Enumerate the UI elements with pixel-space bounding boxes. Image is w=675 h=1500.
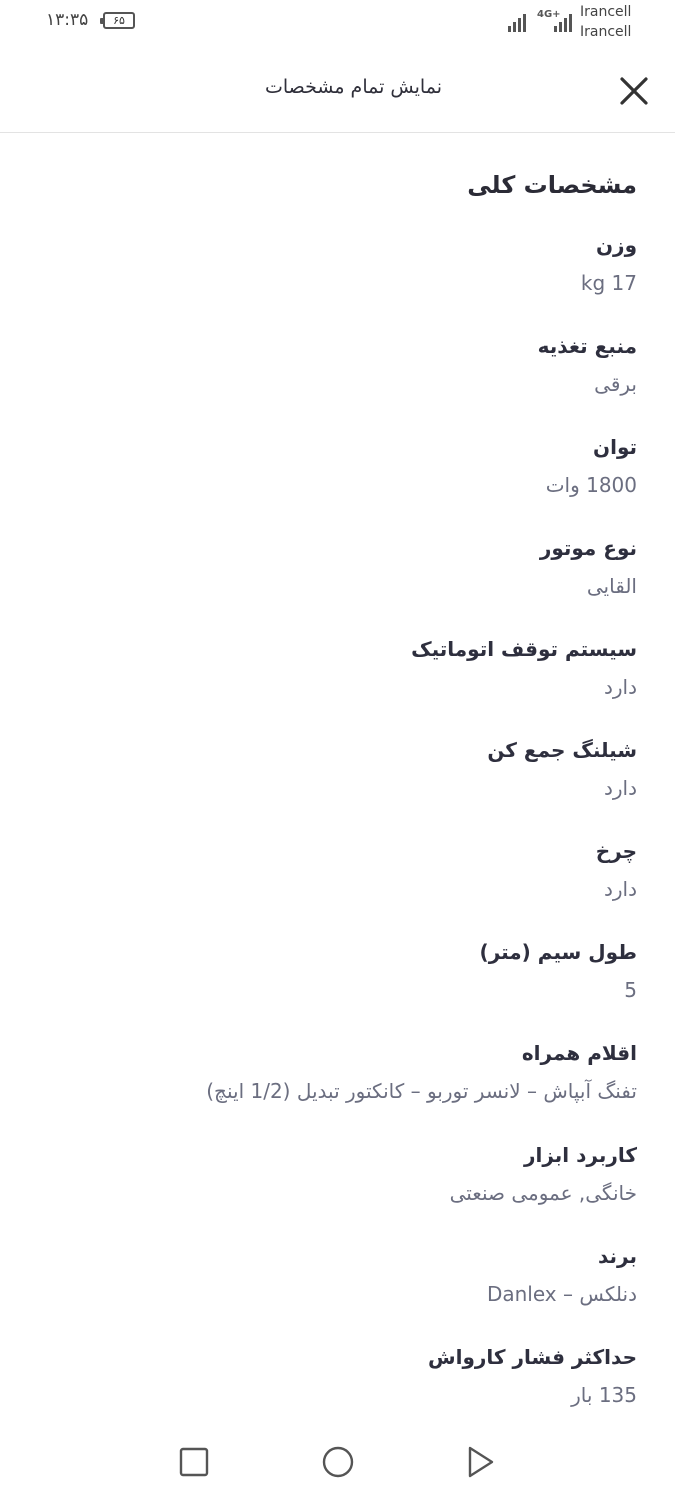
- page-title: نمایش تمام مشخصات: [264, 76, 442, 98]
- spec-item-wheels: [37, 837, 637, 903]
- recents-button[interactable]: [176, 1444, 212, 1480]
- back-button[interactable]: [463, 1444, 499, 1480]
- spec-value: 1800 وات: [545, 473, 637, 497]
- spec-value: القایی: [586, 574, 637, 598]
- status-time: ۱۳:۳۵: [46, 10, 89, 30]
- section-title: مشخصات کلی: [467, 171, 637, 199]
- close-icon: [617, 74, 651, 108]
- square-icon: [176, 1444, 212, 1480]
- spec-item-motor-type: [37, 534, 637, 600]
- spec-value: 135 بار: [571, 1383, 637, 1407]
- spec-item-cable-length: [37, 938, 637, 1004]
- spec-label: چرخ: [595, 839, 637, 863]
- spec-value: دارد: [603, 675, 637, 699]
- circle-icon: [320, 1444, 356, 1480]
- spec-label: شیلنگ جمع کن: [487, 738, 637, 762]
- spec-value: دنلکس – Danlex: [486, 1282, 637, 1306]
- spec-value: خانگی, عمومی صنعتی: [449, 1181, 637, 1205]
- spec-label: منبع تغذیه: [537, 334, 637, 358]
- spec-value: 5: [624, 978, 637, 1002]
- triangle-back-icon: [463, 1444, 499, 1480]
- system-nav-bar: [0, 1430, 675, 1500]
- battery-level: ۶۵: [113, 14, 125, 27]
- signal-icon: [508, 10, 526, 32]
- spec-item-power: [37, 433, 637, 499]
- spec-item-accessories: [37, 1039, 637, 1105]
- spec-label: توان: [593, 435, 637, 459]
- spec-label: طول سیم (متر): [479, 940, 637, 964]
- spec-item-weight: [37, 231, 637, 297]
- spec-item-brand: [37, 1242, 637, 1308]
- spec-label: نوع موتور: [539, 536, 637, 560]
- spec-item-hose-reel: [37, 736, 637, 802]
- spec-label: کاربرد ابزار: [523, 1143, 637, 1167]
- spec-value: برقی: [594, 372, 637, 396]
- network-type: 4G+: [537, 9, 561, 20]
- spec-label: حداکثر فشار کارواش: [428, 1345, 637, 1369]
- page-header: [0, 52, 675, 133]
- spec-label: اقلام همراه: [521, 1041, 637, 1065]
- spec-value: دارد: [603, 776, 637, 800]
- spec-label: وزن: [595, 233, 637, 257]
- spec-value: 17 kg: [580, 271, 637, 295]
- spec-label: سیستم توقف اتوماتیک: [411, 637, 637, 661]
- carrier-name-1: Irancell: [580, 4, 632, 20]
- spec-label: برند: [597, 1244, 637, 1268]
- signal-icon-2: [554, 10, 572, 32]
- carrier-name-2: Irancell: [580, 24, 632, 40]
- spec-item-auto-stop: [37, 635, 637, 701]
- close-button[interactable]: [617, 74, 651, 108]
- status-bar: [0, 0, 675, 50]
- spec-item-max-pressure: [37, 1343, 637, 1409]
- spec-value: دارد: [603, 877, 637, 901]
- home-button[interactable]: [320, 1444, 356, 1480]
- battery-icon: [103, 12, 135, 29]
- spec-item-power-source: [37, 332, 637, 398]
- spec-item-usage: [37, 1141, 637, 1207]
- spec-value: تفنگ آبپاش – لانسر توربو – کانکتور تبدیل (1/2 اینچ): [206, 1079, 637, 1103]
